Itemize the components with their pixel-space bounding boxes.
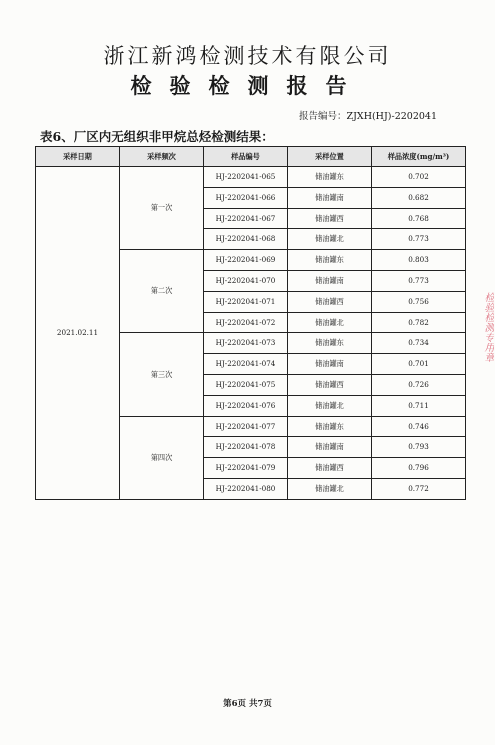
frequency-cell: 第四次	[120, 416, 204, 499]
sample-id-cell: HJ-2202041-072	[204, 312, 288, 333]
location-cell: 储油罐南	[288, 270, 372, 291]
sample-id-cell: HJ-2202041-069	[204, 250, 288, 271]
concentration-cell: 0.773	[372, 229, 466, 250]
location-cell: 储油罐北	[288, 312, 372, 333]
report-number: 报告编号：ZJXH(HJ)-2202041	[299, 111, 437, 122]
location-cell: 储油罐北	[288, 478, 372, 499]
sample-id-cell: HJ-2202041-067	[204, 208, 288, 229]
concentration-cell: 0.701	[372, 354, 466, 375]
location-cell: 储油罐北	[288, 395, 372, 416]
frequency-cell: 第二次	[120, 250, 204, 333]
header-concentration: 样品浓度(mg/m³)	[372, 147, 466, 167]
location-cell: 储油罐南	[288, 187, 372, 208]
sample-id-cell: HJ-2202041-070	[204, 270, 288, 291]
location-cell: 储油罐南	[288, 354, 372, 375]
results-table	[35, 146, 466, 500]
sample-id-cell: HJ-2202041-073	[204, 333, 288, 354]
sample-id-cell: HJ-2202041-079	[204, 458, 288, 479]
table-header-row	[36, 147, 466, 167]
table-body	[36, 167, 466, 500]
location-cell: 储油罐北	[288, 229, 372, 250]
concentration-cell: 0.734	[372, 333, 466, 354]
concentration-cell: 0.796	[372, 458, 466, 479]
concentration-cell: 0.772	[372, 478, 466, 499]
frequency-cell: 第一次	[120, 167, 204, 250]
concentration-cell: 0.702	[372, 167, 466, 188]
location-cell: 储油罐东	[288, 333, 372, 354]
location-cell: 储油罐东	[288, 250, 372, 271]
sample-id-cell: HJ-2202041-066	[204, 187, 288, 208]
concentration-cell: 0.726	[372, 374, 466, 395]
location-cell: 储油罐西	[288, 291, 372, 312]
header-sample-id: 样品编号	[204, 147, 288, 167]
location-cell: 储油罐东	[288, 167, 372, 188]
page-footer: 第6页 共7页	[223, 699, 272, 709]
header-date: 采样日期	[36, 147, 120, 167]
concentration-cell: 0.711	[372, 395, 466, 416]
table-row	[36, 167, 466, 188]
sample-id-cell: HJ-2202041-080	[204, 478, 288, 499]
section-title: 表6、厂区内无组织非甲烷总烃检测结果：	[40, 129, 274, 144]
concentration-cell: 0.768	[372, 208, 466, 229]
company-name: 浙江新鸿检测技术有限公司	[103, 44, 392, 68]
sample-id-cell: HJ-2202041-076	[204, 395, 288, 416]
location-cell: 储油罐西	[288, 374, 372, 395]
concentration-cell: 0.682	[372, 187, 466, 208]
concentration-cell: 0.793	[372, 437, 466, 458]
location-cell: 储油罐西	[288, 208, 372, 229]
sample-id-cell: HJ-2202041-078	[204, 437, 288, 458]
sample-id-cell: HJ-2202041-068	[204, 229, 288, 250]
sampling-date-cell: 2021.02.11	[36, 167, 120, 500]
sample-id-cell: HJ-2202041-065	[204, 167, 288, 188]
report-title: 检验检测报告	[130, 73, 365, 98]
concentration-cell: 0.756	[372, 291, 466, 312]
concentration-cell: 0.773	[372, 270, 466, 291]
concentration-cell: 0.803	[372, 250, 466, 271]
header-frequency: 采样频次	[120, 147, 204, 167]
seal-stamp: 检验检测专用章	[482, 292, 493, 362]
sample-id-cell: HJ-2202041-075	[204, 374, 288, 395]
concentration-cell: 0.782	[372, 312, 466, 333]
location-cell: 储油罐南	[288, 437, 372, 458]
frequency-cell: 第三次	[120, 333, 204, 416]
header-location: 采样位置	[288, 147, 372, 167]
sample-id-cell: HJ-2202041-071	[204, 291, 288, 312]
sample-id-cell: HJ-2202041-077	[204, 416, 288, 437]
location-cell: 储油罐东	[288, 416, 372, 437]
sample-id-cell: HJ-2202041-074	[204, 354, 288, 375]
concentration-cell: 0.746	[372, 416, 466, 437]
location-cell: 储油罐西	[288, 458, 372, 479]
